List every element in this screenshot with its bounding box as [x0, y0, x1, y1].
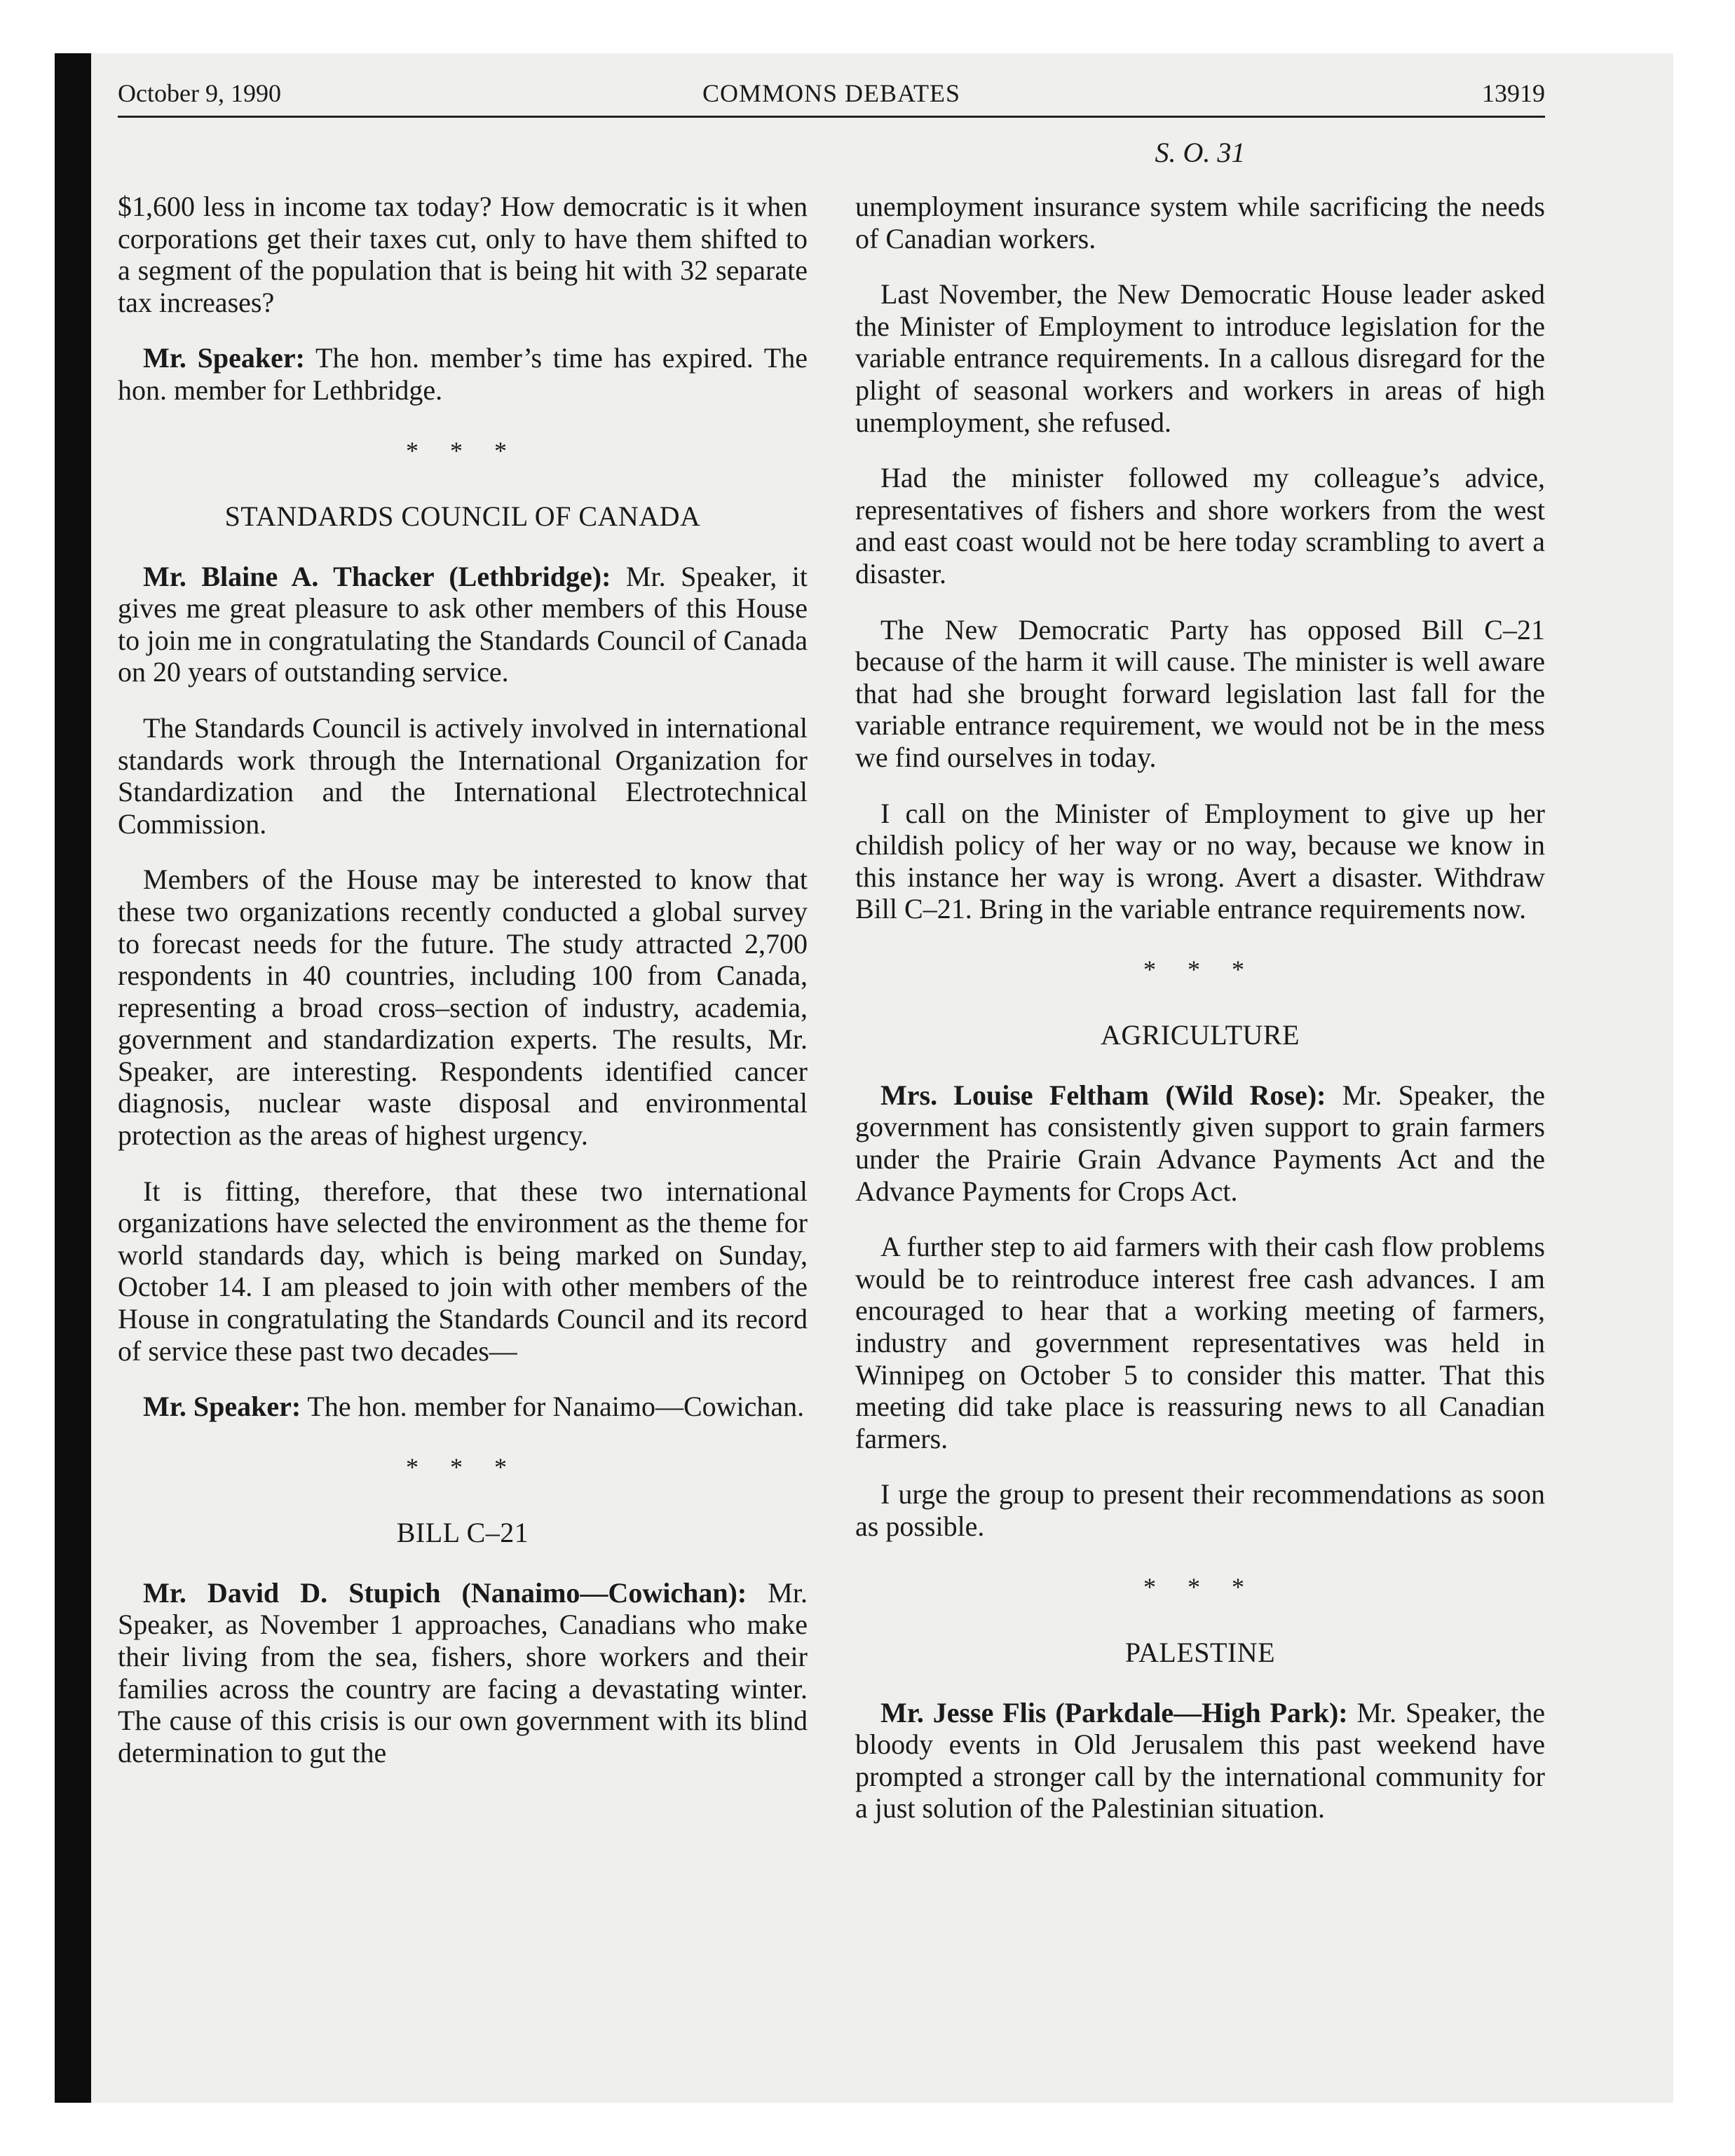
- speaker-paragraph: [118, 342, 808, 406]
- header-page-number: 13919: [1482, 79, 1545, 107]
- speech-text: Mr. Speaker, the bloody events in Old Jerusalem this past weekend have prompted a stronger call by the international community for a just solution of the Palestinian situation.: [855, 1696, 1545, 1824]
- paragraph: It is fitting, therefore, that these two international organizations have selected the environment as the theme for world standards day, which is being marked on Sunday, October 14. I am pleased to join with other members of the House in congratulating the Standards Council and its record of service these past two decades—: [118, 1175, 808, 1367]
- running-head: [118, 73, 1545, 114]
- speaker-paragraph: [855, 1079, 1545, 1207]
- section-separator: * * *: [1143, 1572, 1257, 1601]
- paragraph: Had the minister followed my colleague’s advice, representatives of fishers and shore workers from the west and east coast would not be here today scrambling to avert a disaster.: [855, 462, 1545, 589]
- speech-text: Mr. Speaker, as November 1 approaches, Canadians who make their living from the sea, fishers, shore workers and their families across the country are facing a devastating winter. The cause of this crisis is our own government with its blind determination to gut the: [118, 1576, 808, 1768]
- speaker-name: Mr. Jesse Flis (Parkdale—High Park):: [880, 1696, 1348, 1728]
- paragraph: I call on the Minister of Employment to give up her childish policy of her way or no way, because we know in this instance her way is wrong. Avert a disaster. Withdraw Bill C–21. Bring in the variable entrance requirements now.: [855, 797, 1545, 925]
- section-separator: * * *: [406, 1452, 519, 1481]
- paragraph: The New Democratic Party has opposed Bill C–21 because of the harm it will cause. The minister is well aware that had she brought forward legislation last fall for the variable entrance requirement, we would not be in the mess we find ourselves in today.: [855, 613, 1545, 773]
- speaker-paragraph: [118, 1577, 808, 1769]
- speaker-paragraph: [855, 1697, 1545, 1824]
- speech-text: Mr. Speaker, the government has consistently given support to grain farmers under the Prairie Grain Advance Payments Act and the Advance Payments for Crops Act.: [855, 1079, 1545, 1207]
- paragraph: Members of the House may be interested to know that these two organizations recently conducted a global survey to forecast needs for the future. The study attracted 2,700 respondents in 40 countries, including 100 from Canada, representing a broad cross–section of industry, academia, government and standardization experts. The results, Mr. Speaker, are interesting. Respondents identified cancer diagnosis, nuclear waste disposal and environmental protection as the areas of highest urgency.: [118, 864, 808, 1152]
- speech-text: The hon. member’s time has expired. The hon. member for Lethbridge.: [118, 342, 808, 406]
- section-separator: * * *: [406, 436, 519, 465]
- header-date: October 9, 1990: [118, 79, 281, 107]
- header-journal-title: COMMONS DEBATES: [702, 79, 961, 107]
- speaker-name: Mrs. Louise Feltham (Wild Rose):: [880, 1079, 1326, 1111]
- left-column: [118, 191, 808, 1792]
- speaker-name: Mr. Speaker:: [143, 342, 305, 374]
- paragraph: I urge the group to present their recommendations as soon as possible.: [855, 1478, 1545, 1542]
- section-heading: AGRICULTURE: [1100, 1018, 1300, 1051]
- section-separator: * * *: [1143, 955, 1257, 983]
- paragraph: unemployment insurance system while sacrificing the needs of Canadian workers.: [855, 191, 1545, 254]
- speech-text: The hon. member for Nanaimo—Cowichan.: [301, 1391, 805, 1423]
- speaker-name: Mr. Blaine A. Thacker (Lethbridge):: [143, 560, 611, 592]
- paragraph: Last November, the New Democratic House leader asked the Minister of Employment to introduce legislation for the variable entrance requirements. In a callous disregard for the plight of seasonal workers and workers in areas of high unemployment, she refused.: [855, 278, 1545, 438]
- section-heading: BILL C–21: [396, 1516, 529, 1548]
- speaker-paragraph: [118, 561, 808, 688]
- speaker-name: Mr. David D. Stupich (Nanaimo—Cowichan):: [143, 1576, 747, 1609]
- section-label: S. O. 31: [1155, 137, 1246, 168]
- section-heading: STANDARDS COUNCIL OF CANADA: [224, 500, 701, 532]
- speaker-name: Mr. Speaker:: [143, 1391, 301, 1423]
- paragraph: $1,600 less in income tax today? How democratic is it when corporations get their taxes cut, only to have them shifted to a segment of the population that is being hit with 32 separate tax increases?: [118, 191, 808, 318]
- header-rule: [118, 116, 1545, 118]
- right-column: [855, 191, 1545, 1848]
- speech-text: Mr. Speaker, it gives me great pleasure to ask other members of this House to join me in congratulating the Standards Council of Canada on 20 years of outstanding service.: [118, 560, 808, 688]
- section-heading: PALESTINE: [1124, 1636, 1276, 1668]
- paragraph: A further step to aid farmers with their cash flow problems would be to reintroduce interest free cash advances. I am encouraged to hear that a working meeting of farmers, industry and government representatives was held in Winnipeg on October 5 to consider this matter. That this meeting did take place is reassuring news to all Canadian farmers.: [855, 1231, 1545, 1454]
- speaker-paragraph: [118, 1391, 808, 1423]
- paragraph: The Standards Council is actively involved in international standards work through the International Organization for Standardization and the International Electrotechnical Commission.: [118, 711, 808, 840]
- binding-edge: [55, 53, 91, 2103]
